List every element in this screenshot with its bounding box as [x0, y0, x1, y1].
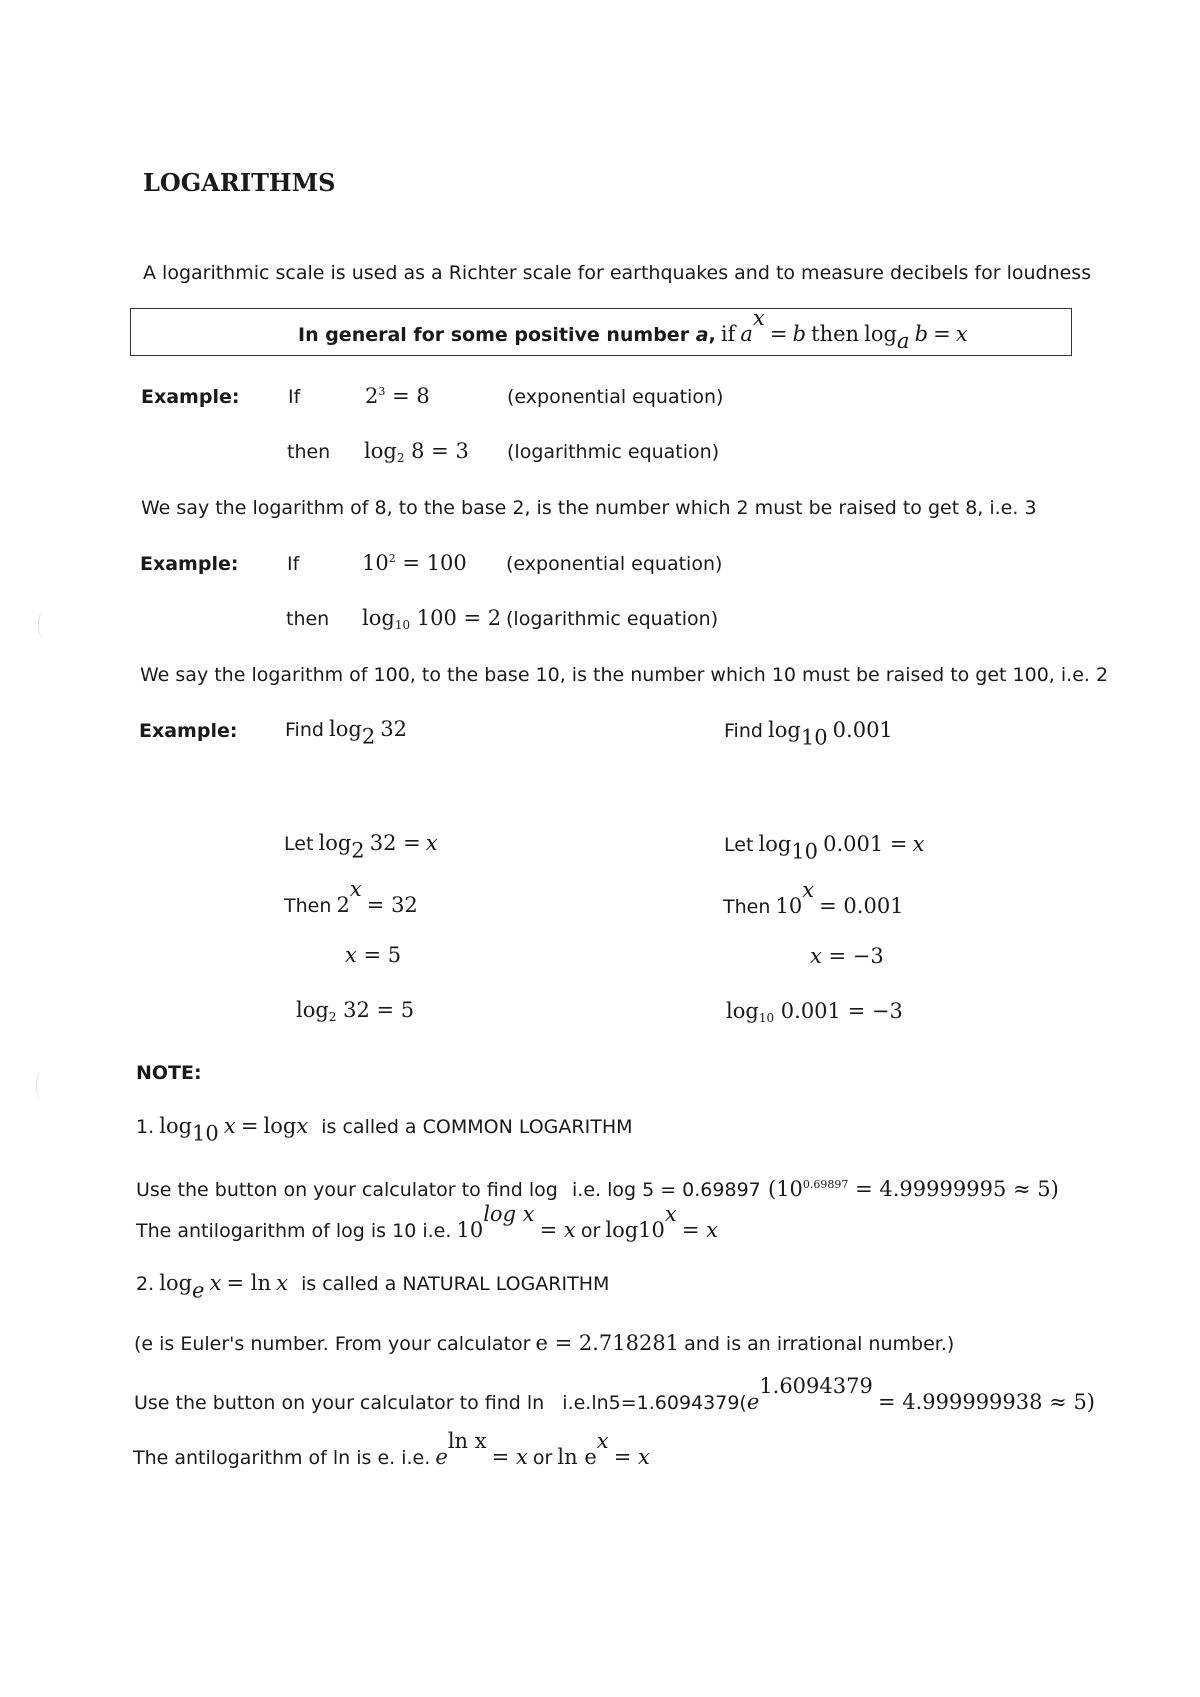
ex3-right-then-word: Then	[723, 895, 771, 918]
antilog-common-eq: = x	[539, 1217, 576, 1242]
ex3-left-let-x: x	[425, 831, 438, 855]
antilog-common-base: 10	[456, 1217, 484, 1242]
antilog-natural-pow: ln x	[447, 1429, 487, 1453]
antilog-natural-b-eq: = x	[613, 1444, 650, 1469]
ex3-right-then-lhs: 10	[775, 893, 803, 918]
ex3-left-let-log: log	[318, 831, 352, 855]
ex3-right-find	[724, 718, 893, 750]
ex2-exp-rhs: = 100	[402, 551, 467, 575]
calc-ln	[134, 1374, 1095, 1414]
rule-eq2: =	[933, 321, 951, 346]
general-rule	[298, 306, 968, 354]
ex2-exp-pow: 2	[388, 551, 396, 565]
ex3-right-arg: 0.001	[832, 718, 893, 742]
note-1-common-log	[136, 1114, 633, 1146]
calc-log-check	[768, 1177, 1059, 1201]
example-2-exp-note: (exponential equation)	[506, 553, 723, 575]
ex3-left-let-word: Let	[284, 833, 314, 855]
ex3-right-then	[723, 878, 904, 918]
antilog-natural-e: e	[435, 1444, 448, 1469]
ex3-right-result-log: log	[726, 999, 759, 1023]
ex1-log: log	[364, 439, 397, 463]
rule-var: a	[695, 323, 709, 346]
ex3-right-let-rest: 0.001 =	[823, 832, 908, 856]
example-2-logarithmic	[362, 606, 502, 633]
rule-eq1: =	[769, 321, 788, 346]
example-1-log-note: (logarithmic equation)	[507, 441, 720, 463]
example-2-label: Example:	[140, 553, 239, 575]
antilog-natural-b: ln e	[557, 1444, 597, 1469]
ex3-left-result-base: 2	[328, 1010, 337, 1025]
note-2-base: e	[192, 1278, 205, 1303]
example-2-summary: We say the logarithm of 100, to the base 10, is the number which 10 must be raised to get 100, i.e. 2	[140, 664, 1109, 686]
calc-ln-text: Use the button on your calculator to find ln i.e.ln5=1.6094379(	[134, 1391, 747, 1414]
ex3-right-result	[726, 999, 903, 1026]
example-1-logarithmic	[364, 439, 469, 466]
ex3-right-then-rhs: = 0.001	[819, 893, 904, 918]
note-1-x2: x	[296, 1114, 309, 1138]
ex3-right-x: x	[810, 944, 822, 968]
ex1-exp-lhs: 2	[365, 384, 379, 408]
ex3-right-x-value	[810, 944, 884, 968]
ex1-log-rest: 8 = 3	[411, 439, 469, 463]
rule-x: x	[955, 321, 968, 346]
example-1-exp-note: (exponential equation)	[507, 386, 724, 408]
ex3-left-result	[296, 998, 415, 1025]
rule-if: if	[720, 321, 736, 346]
antilog-common-b: log10	[605, 1217, 665, 1242]
note-1-num: 1.	[136, 1116, 155, 1138]
note-label: NOTE:	[136, 1062, 202, 1084]
ex3-left-base: 2	[361, 724, 376, 749]
antilog-common-b-pow: x	[664, 1202, 677, 1226]
ex3-left-result-rest: 32 = 5	[343, 998, 415, 1022]
ex3-right-find-word: Find	[724, 720, 763, 742]
note-2-eq: = ln	[226, 1271, 272, 1295]
ex2-log: log	[362, 606, 395, 630]
note-1-text: is called a COMMON LOGARITHM	[321, 1116, 633, 1138]
ex2-log-rest: 100 = 2	[416, 606, 502, 630]
rule-log-arg: b	[914, 321, 929, 346]
ex3-left-find	[285, 717, 408, 749]
note-1-x1: x	[223, 1114, 236, 1138]
antilog-common	[136, 1202, 718, 1242]
antilog-common-pow: log x	[483, 1202, 535, 1226]
note-1-base: 10	[192, 1121, 219, 1146]
calc-log-check-pow: 0.69897	[802, 1177, 849, 1191]
ex3-right-log: log	[768, 718, 801, 742]
antilog-natural-b-pow: x	[596, 1429, 609, 1453]
example-1-summary: We say the logarithm of 8, to the base 2, is the number which 2 must be raised to get 8, i.e. 3	[141, 497, 1037, 519]
note-2-natural-log	[136, 1271, 610, 1303]
ex3-left-let-rest: 32 =	[369, 831, 421, 855]
ex3-left-arg: 32	[380, 717, 408, 741]
euler-text-c: and is an irrational number.)	[684, 1333, 955, 1355]
intro-text: A logarithmic scale is used as a Richter scale for earthquakes and to measure decibels for loudness	[143, 262, 1092, 284]
note-2-text: is called a NATURAL LOGARITHM	[301, 1273, 610, 1295]
note-1-eq: =	[240, 1114, 259, 1138]
antilog-common-b-eq: = x	[681, 1217, 718, 1242]
calc-ln-pow: 1.6094379	[759, 1374, 873, 1398]
ex3-left-then	[284, 877, 418, 917]
ex3-left-then-pow: x	[349, 877, 362, 901]
antilog-natural-or: or	[532, 1446, 553, 1469]
ex3-right-let	[724, 832, 925, 864]
example-1-exponential	[365, 384, 430, 408]
calc-log-check-open: (10	[768, 1177, 803, 1201]
rule-log: log	[864, 321, 897, 346]
note-2-x1: x	[209, 1271, 222, 1295]
ex3-left-let	[284, 831, 438, 863]
rule-a: a	[740, 321, 753, 346]
ex3-left-let-base: 2	[351, 838, 365, 863]
ex2-exp-lhs: 10	[362, 551, 389, 575]
example-1-if: If	[288, 386, 301, 408]
example-3-label: Example:	[139, 720, 238, 742]
calc-log-instruction: Use the button on your calculator to find log	[136, 1179, 558, 1201]
ex3-right-then-pow: x	[802, 878, 815, 902]
example-1-label: Example:	[141, 386, 240, 408]
ex3-left-x: x	[345, 943, 357, 967]
ex3-left-result-log: log	[296, 998, 329, 1022]
page-title: LOGARITHMS	[143, 168, 336, 197]
ex3-right-result-base: 10	[758, 1011, 775, 1026]
euler-note	[134, 1331, 954, 1355]
note-1-log2: log	[263, 1114, 297, 1138]
rule-log-base: a	[896, 329, 910, 354]
example-2-exponential	[362, 551, 467, 575]
ex3-right-let-log: log	[758, 832, 792, 856]
ex3-left-log: log	[329, 717, 362, 741]
calc-log-check-rest: = 4.99999995 ≈ 5)	[855, 1177, 1059, 1201]
antilog-natural-eq: = x	[491, 1444, 528, 1469]
example-2-if: If	[287, 553, 300, 575]
calc-log-example: i.e. log 5 = 0.69897	[572, 1179, 761, 1201]
ex1-log-base: 2	[396, 451, 405, 466]
ex3-right-let-word: Let	[724, 834, 754, 856]
ex3-left-x-value	[345, 943, 401, 967]
antilog-common-text: The antilogarithm of log is 10 i.e.	[136, 1219, 452, 1242]
ex3-right-let-base: 10	[791, 839, 819, 864]
ex3-left-x-eq: = 5	[363, 943, 402, 967]
ex3-right-x-eq: = −3	[828, 944, 884, 968]
example-2-then: then	[286, 608, 330, 630]
rule-comma: ,	[708, 323, 716, 346]
example-2-log-note: (logarithmic equation)	[506, 608, 719, 630]
ex1-exp-pow: 3	[378, 384, 386, 398]
note-2-log: log	[159, 1271, 193, 1295]
ex3-left-then-rhs: = 32	[366, 892, 418, 917]
euler-value: e = 2.718281	[535, 1331, 680, 1355]
scan-mark	[38, 612, 47, 638]
rule-x-pow: x	[752, 306, 765, 330]
ex3-right-base: 10	[800, 725, 828, 750]
antilog-natural	[133, 1429, 650, 1469]
ex3-left-then-word: Then	[284, 894, 332, 917]
ex3-right-result-rest: 0.001 = −3	[780, 999, 903, 1023]
ex3-left-find-word: Find	[285, 719, 324, 741]
note-1-log: log	[159, 1114, 193, 1138]
rule-then: then	[811, 321, 860, 346]
note-2-num: 2.	[136, 1273, 155, 1295]
ex3-left-then-lhs: 2	[336, 892, 350, 917]
ex2-log-base: 10	[394, 618, 411, 633]
calc-ln-rest: = 4.999999938 ≈ 5)	[877, 1389, 1095, 1414]
ex3-right-let-x: x	[912, 832, 925, 856]
antilog-natural-text: The antilogarithm of ln is e. i.e.	[133, 1446, 431, 1469]
ex1-exp-rhs: = 8	[392, 384, 430, 408]
rule-b: b	[792, 321, 807, 346]
antilog-common-or: or	[580, 1219, 601, 1242]
rule-prefix: In general for some positive number	[298, 323, 696, 346]
calc-ln-e: e	[746, 1389, 760, 1414]
euler-text-a: (e is Euler's number. From your calculator	[134, 1333, 531, 1355]
scan-mark	[36, 1072, 45, 1098]
example-1-then: then	[287, 441, 331, 463]
note-2-x2: x	[276, 1271, 288, 1295]
